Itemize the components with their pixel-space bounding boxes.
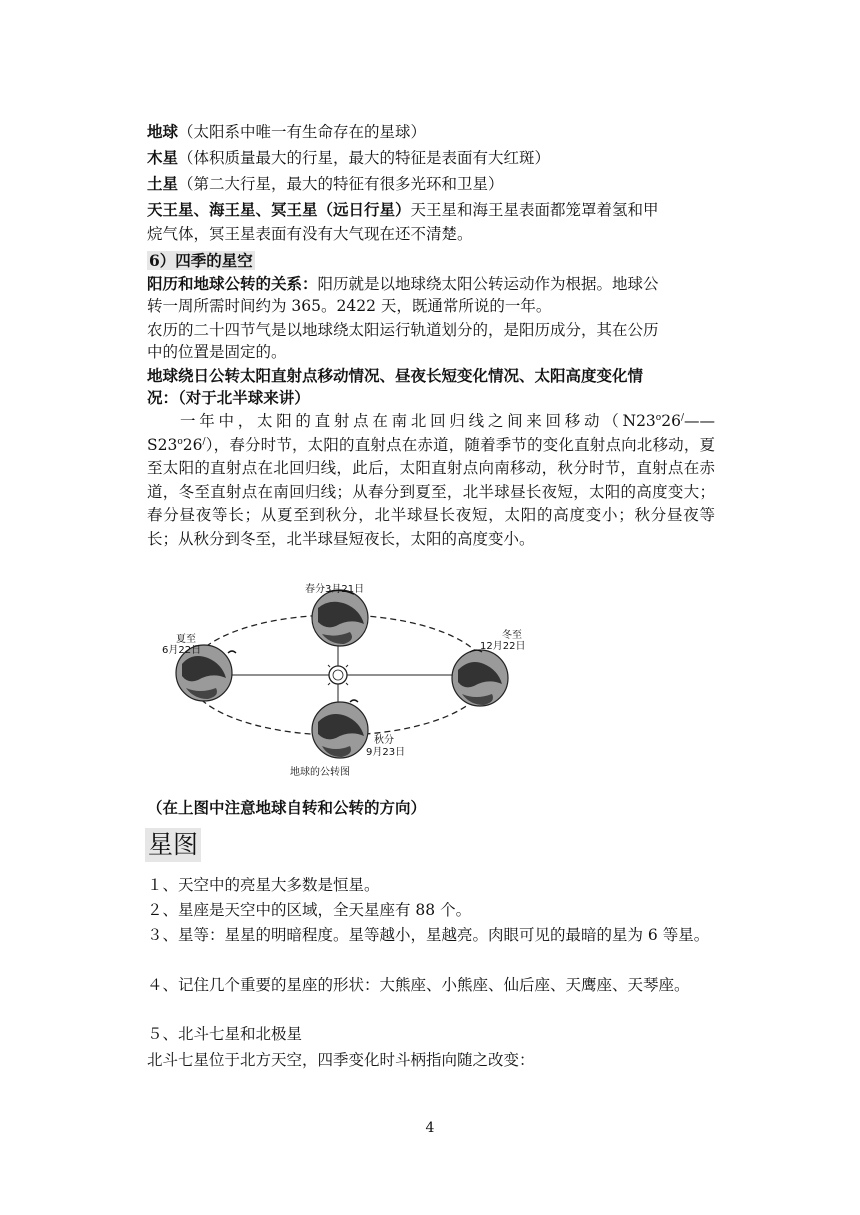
figure-note: （在上图中注意地球自转和公转的方向） (147, 798, 427, 817)
star-item-2: ２、星座是天空中的区域，全天星座有 88 个。 (147, 901, 472, 919)
minute-mark: / (680, 412, 684, 423)
lunar-line-2: 中的位置是固定的。 (147, 343, 287, 361)
orbit-text-rest: 动，夏至太阳的直射点在北回归线，此后，太阳直射点向南移动，秋分时节，直射点在赤道，冬至直射点在南回归线；从春分到夏至，北半球昼长夜短，太阳的高度变大；春分昼夜等长；从夏至到秋分，北半球昼长夜短，太阳的高度变小；秋分昼夜等长；从秋分到冬至，北半球昼短夜长，太阳的高度变小。 (147, 435, 715, 548)
degree-mark: o (177, 436, 183, 447)
orbit-heading-line-1: 地球绕日公转太阳直射点移动情况、昼夜长短变化情况、太阳高度变化情 (147, 366, 644, 385)
summer-title: 夏至 (176, 634, 196, 645)
star-item-5: ５、北斗七星和北极星 (147, 1025, 303, 1043)
spring-label: 春分3月21日 (305, 584, 365, 595)
orbit-text-e: 26 (182, 435, 203, 454)
orbit-text-f: ），春分时节，太阳的直射点在赤道，随着季节的变化直射点向北移 (205, 435, 669, 454)
planet-jupiter (147, 146, 715, 170)
outer-planets-cont: 烷气体，冥王星表面有没有大气现在还不清楚。 (147, 225, 473, 243)
outer-planets (147, 198, 715, 222)
season-heading (147, 249, 255, 273)
earth-autumn-icon (312, 700, 368, 758)
degree-mark: o (655, 412, 662, 423)
summer-date: 6月22日 (162, 645, 202, 656)
star-map-title: 星图 (145, 828, 201, 862)
earth-orbit-figure (150, 578, 535, 783)
autumn-title: 秋分 (374, 735, 394, 746)
earth-spring-icon (312, 590, 368, 646)
planet-desc: （体积质量最大的行星，最大的特征是表面有大红斑） (178, 149, 551, 167)
orbit-heading-line-2: 况：（对于北半球来讲） (147, 388, 310, 407)
orbit-text-d: S23 (147, 435, 178, 454)
winter-date: 12月22日 (480, 641, 526, 652)
planet-name: 土星 (147, 174, 179, 193)
orbit-text-a: 一年中，太阳的直射点在南北回归线之间来回移动（N23 (180, 412, 656, 430)
minute-mark: / (202, 436, 206, 447)
planet-desc: （太阳系中唯一有生命存在的星球） (178, 123, 427, 141)
planet-name: 地球 (147, 122, 179, 141)
star-item-1: １、天空中的亮星大多数是恒星。 (147, 876, 380, 894)
planet-saturn (147, 172, 715, 196)
autumn-date: 9月23日 (366, 747, 406, 758)
winter-title: 冬至 (502, 630, 522, 641)
planet-name: 木星 (147, 148, 179, 167)
orbit-text-b: 26 (661, 412, 681, 430)
star-item-3: ３、星等：星星的明暗程度。星等越小，星越亮。肉眼可见的最暗的星为 6 等星。 (147, 926, 710, 944)
figure-caption: 地球的公转图 (290, 767, 350, 778)
outer-planets-desc: 天王星和海王星表面都笼罩着氢和甲 (410, 201, 659, 219)
planet-earth (147, 120, 715, 144)
page-number: 4 (425, 1120, 435, 1136)
big-dipper-line: 北斗七星位于北方天空，四季变化时斗柄指向随之改变： (147, 1051, 535, 1069)
calendar-line-2: 转一周所需时间约为 365。2422 天，既通常所说的一年。 (147, 297, 552, 315)
orbit-text-c: —— (684, 412, 715, 430)
calendar-text: 阳历就是以地球绕太阳公转运动作为根据。地球公 (317, 275, 659, 293)
season-heading-text: 6）四季的星空 (149, 251, 253, 270)
calendar-line-1 (147, 272, 715, 296)
lunar-line-1: 农历的二十四节气是以地球绕太阳运行轨道划分的，是阳历成分，其在公历 (147, 321, 659, 339)
orbit-paragraph (147, 410, 715, 551)
calendar-bold: 阳历和地球公转的关系： (147, 274, 318, 293)
planet-desc: （第二大行星，最大的特征有很多光环和卫星） (178, 175, 504, 193)
star-item-4: ４、记住几个重要的星座的形状：大熊座、小熊座、仙后座、天鹰座、天琴座。 (147, 976, 690, 994)
outer-planets-name: 天王星、海王星、冥王星（远日行星） (147, 200, 411, 219)
earth-winter-icon (452, 650, 508, 706)
